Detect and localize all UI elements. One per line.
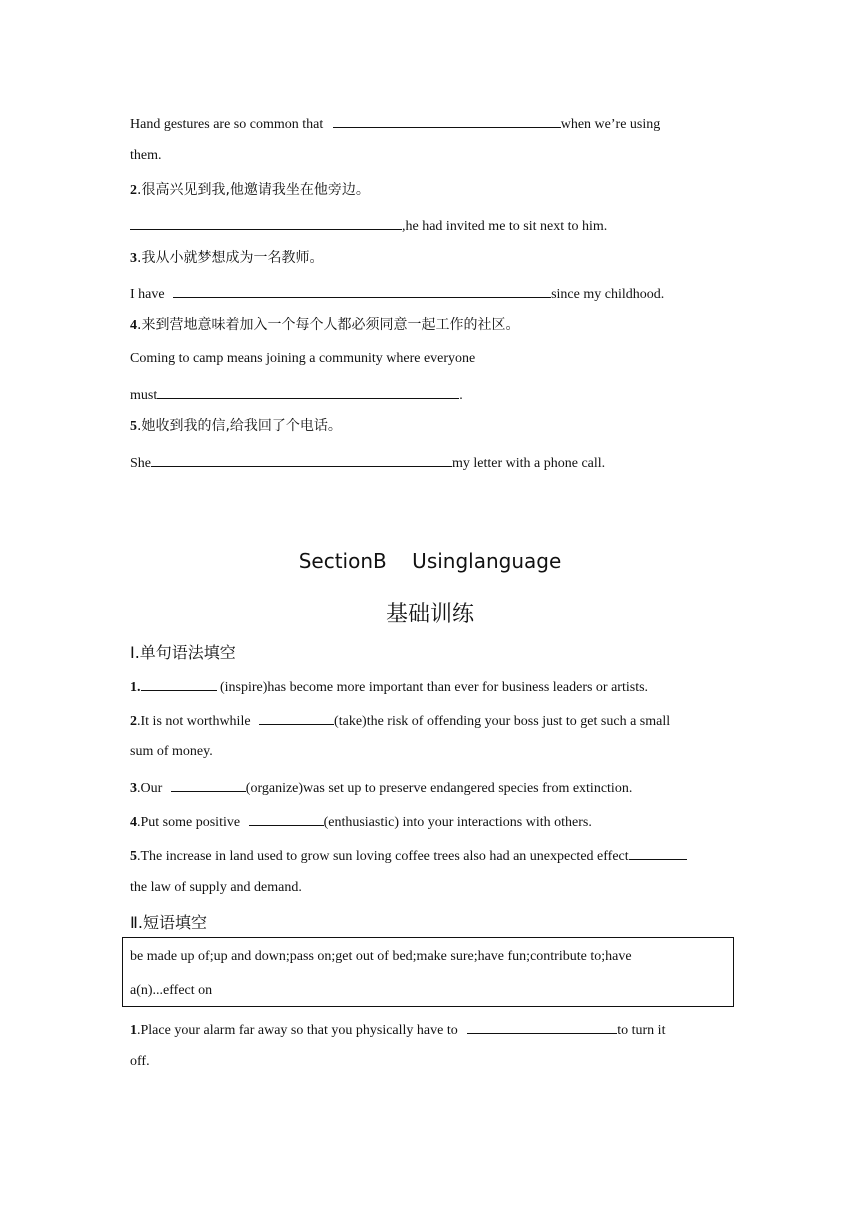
sentence-text: . [459,388,463,403]
answer-blank[interactable] [467,1019,617,1034]
question-line [130,1019,665,1040]
question-number: 1 [130,1023,137,1038]
question-prompt [130,181,370,200]
answer-blank[interactable] [249,811,324,826]
answer-blank[interactable] [157,384,459,399]
sentence-text: off. [130,1054,150,1069]
sentence-line [130,215,607,236]
question-dot: . [137,680,141,695]
question-number: 2 [130,714,137,729]
sentence-text: my letter with a phone call. [452,456,606,471]
answer-blank[interactable] [259,710,334,725]
question-line [130,710,670,731]
question-line [130,845,687,866]
sentence-text: the law of supply and demand. [130,880,302,895]
sentence-text: I have [130,287,165,302]
answer-blank[interactable] [171,777,246,792]
sentence-text: .The increase in land used to grow sun loving coffee trees also had an unexpected effect [137,849,629,864]
sentence-line [130,113,660,134]
chinese-prompt: .她收到我的信,给我回了个电话。 [137,418,342,434]
sentence-text: She [130,456,151,471]
answer-blank[interactable] [151,452,452,467]
sentence-text: (organize)was set up to preserve endangered species from extinction. [245,781,633,796]
question-line [130,777,632,798]
answer-blank[interactable] [629,845,687,860]
answer-blank[interactable] [333,113,561,128]
question-prompt [130,249,323,268]
question-number: 5 [130,849,137,864]
phrase-bank-box [122,937,734,1007]
question-line [130,676,648,697]
part-heading: Ⅱ.短语填空 [130,913,207,932]
phrase-bank-line: be made up of;up and down;pass on;get out of bed;make sure;have fun;contribute to;have [130,949,632,964]
sentence-text: ,he had invited me to sit next to him. [402,219,608,234]
chinese-prompt: .我从小就梦想成为一名教师。 [137,250,324,266]
sentence-text: .Place your alarm far away so that you physically have to [137,1023,458,1038]
sentence-text: them. [130,148,162,163]
question-number: 3 [130,781,137,796]
question-line [130,811,592,832]
sentence-text: (inspire)has become more important than ever for business leaders or artists. [216,680,649,695]
sentence-text: Coming to camp means joining a community where everyone [130,351,476,366]
sentence-text: .It is not worthwhile [137,714,251,729]
sentence-text: (take)the risk of offending your boss just to get such a small [334,714,671,729]
phrase-bank-line: a(n)...effect on [130,983,213,998]
sentence-line [130,879,302,897]
answer-blank[interactable] [173,283,551,298]
question-number: 4 [130,815,137,830]
part-heading: Ⅰ.单句语法填空 [130,643,236,662]
question-prompt [130,316,519,335]
sentence-text: (enthusiastic) into your interactions with others. [323,815,592,830]
sentence-text: must [130,388,158,403]
sentence-line [130,350,475,368]
answer-blank[interactable] [130,215,402,230]
sentence-text: sum of money. [130,744,213,759]
question-prompt [130,417,342,436]
answer-blank[interactable] [141,676,217,691]
sentence-line [130,452,605,473]
sentence-line [130,384,463,405]
chinese-prompt: .很高兴见到我,他邀请我坐在他旁边。 [137,182,370,198]
sentence-text: Hand gestures are so common that [130,117,324,132]
sentence-line [130,147,162,165]
sentence-text: when we’re using [560,117,661,132]
sentence-text: .Our [137,781,163,796]
sentence-line [130,743,213,761]
section-title: SectionB Usinglanguage [298,549,562,573]
question-number: 4 [130,318,137,333]
sentence-text: since my childhood. [551,287,665,302]
question-number: 5 [130,419,137,434]
question-number: 1 [130,680,137,695]
sentence-line [130,1053,150,1071]
chinese-prompt: .来到营地意味着加入一个每个人都必须同意一起工作的社区。 [137,317,520,333]
sentence-line [130,283,664,304]
question-number: 2 [130,183,137,198]
section-subtitle: 基础训练 [385,602,474,627]
sentence-text: to turn it [617,1023,666,1038]
question-number: 3 [130,251,137,266]
sentence-text: .Put some positive [137,815,241,830]
